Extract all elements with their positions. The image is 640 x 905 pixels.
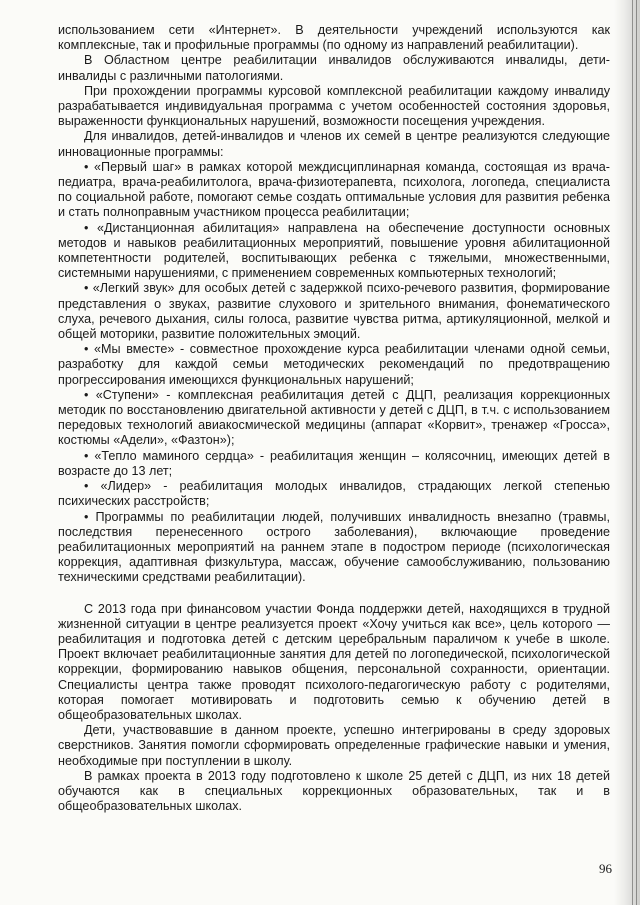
scan-edge-line bbox=[636, 0, 637, 905]
list-item-sudden-disability: • Программы по реабилитации людей, получивших инвалидность внезапно (травмы, последствия перенесенного острого заболевания), включающие проведение реабилитационных мероприятий на раннем этапе в подостром периоде (психологическая коррекция, адаптивная физкультура, массаж, обучение самообслуживанию, пользованию техническими средствами реабилитации). bbox=[58, 509, 610, 585]
list-item-leader: • «Лидер» - реабилитация молодых инвалидов, страдающих легкой степенью психических расстройств; bbox=[58, 479, 610, 509]
list-item-first-step: • «Первый шаг» в рамках которой междисциплинарная команда, состоящая из врача-педиатра, врача-реабилитолога, врача-физиотерапевта, психолога, логопеда, специалиста по социальной работе, помогают семье создать оптимальные условия для развития ребенка и стать полноправным участником процесса реабилитации; bbox=[58, 159, 610, 220]
list-item-easy-sound: • «Легкий звук» для особых детей с задержкой психо-речевого развития, формирование представления о звуках, развитие слухового и зрительного внимания, фонематического слуха, речевого дыхания, силы голоса, развитие чувства ритма, артикуляционной, мелкой и общей моторики, развитие положительных эмоций. bbox=[58, 281, 610, 342]
list-item-together: • «Мы вместе» - совместное прохождение курса реабилитации членами одной семьи, разработку для каждой семьи методических рекомендаций по предотвращению прогрессирования имеющихся функциональных нарушений; bbox=[58, 342, 610, 387]
paragraph-project-results: В рамках проекта в 2013 году подготовлено к школе 25 детей с ДЦП, из них 18 детей обучаются как в специальных коррекционных образовательных, так и в общеобразовательных школах. bbox=[58, 768, 610, 814]
paragraph-internet: использованием сети «Интернет». В деятельности учреждений используются как комплексные, так и профильные программы (по одному из направлений реабилитации). bbox=[58, 23, 610, 53]
paragraph-individual-program: При прохождении программы курсовой комплексной реабилитации каждому инвалиду разрабатывается индивидуальная программа с учетом особенностей состояния здоровья, выраженности функциональных нарушений, возможности посещения учреждения. bbox=[58, 83, 610, 129]
paragraph-innovative-programs: Для инвалидов, детей-инвалидов и членов их семей в центре реализуются следующие инновационные программы: bbox=[58, 129, 610, 159]
body-text bbox=[58, 23, 610, 814]
paragraph-project-2013: С 2013 года при финансовом участии Фонда поддержки детей, находящихся в трудной жизненной ситуации в центре реализуется проект «Хочу учиться как все», цель которого — реабилитация и подготовка детей с детским церебральным параличом к учебе в школе. Проект включает реабилитационные занятия для детей по логопедической, психологической коррекции, формированию навыков общения, персональной сохранности, ориентации. Специалисты центра также проводят психолого-педагогическую работу с родителями, которая помогает мотивировать и подготовить семью к обучению детей в общеобразовательных школах. bbox=[58, 601, 610, 722]
list-item-steps: • «Ступени» - комплексная реабилитация детей с ДЦП, реализация коррекционных методик по восстановлению двигательной активности у детей с ДЦП, в т.ч. с использованием передовых технологий авиакосмической медицины (аппарат «Корвит», тренажер «Гросса», костюмы «Адели», «Фазтон»); bbox=[58, 387, 610, 448]
paragraph-regional-center: В Областном центре реабилитации инвалидов обслуживаются инвалиды, дети-инвалиды с различными патологиями. bbox=[58, 53, 610, 83]
list-item-remote-habilitation: • «Дистанционная абилитация» направлена на обеспечение доступности основных методов и навыков реабилитационных мероприятий, повышение уровня абилитационной компетентности родителей, воспитывающих ребенка с тяжелыми, множественными, системными нарушениями, с применением современных компьютерных технологий; bbox=[58, 220, 610, 281]
list-item-mothers-heart: • «Тепло маминого сердца» - реабилитация женщин – колясочниц, имеющих детей в возрасте до 13 лет; bbox=[58, 448, 610, 478]
paragraph-children-integrated: Дети, участвовавшие в данном проекте, успешно интегрированы в среду здоровых сверстников. Занятия помогли сформировать определенные графические навыки и умения, необходимые при поступлении в школу. bbox=[58, 723, 610, 768]
scan-edge-line bbox=[632, 0, 633, 905]
page-number: 96 bbox=[599, 861, 612, 876]
